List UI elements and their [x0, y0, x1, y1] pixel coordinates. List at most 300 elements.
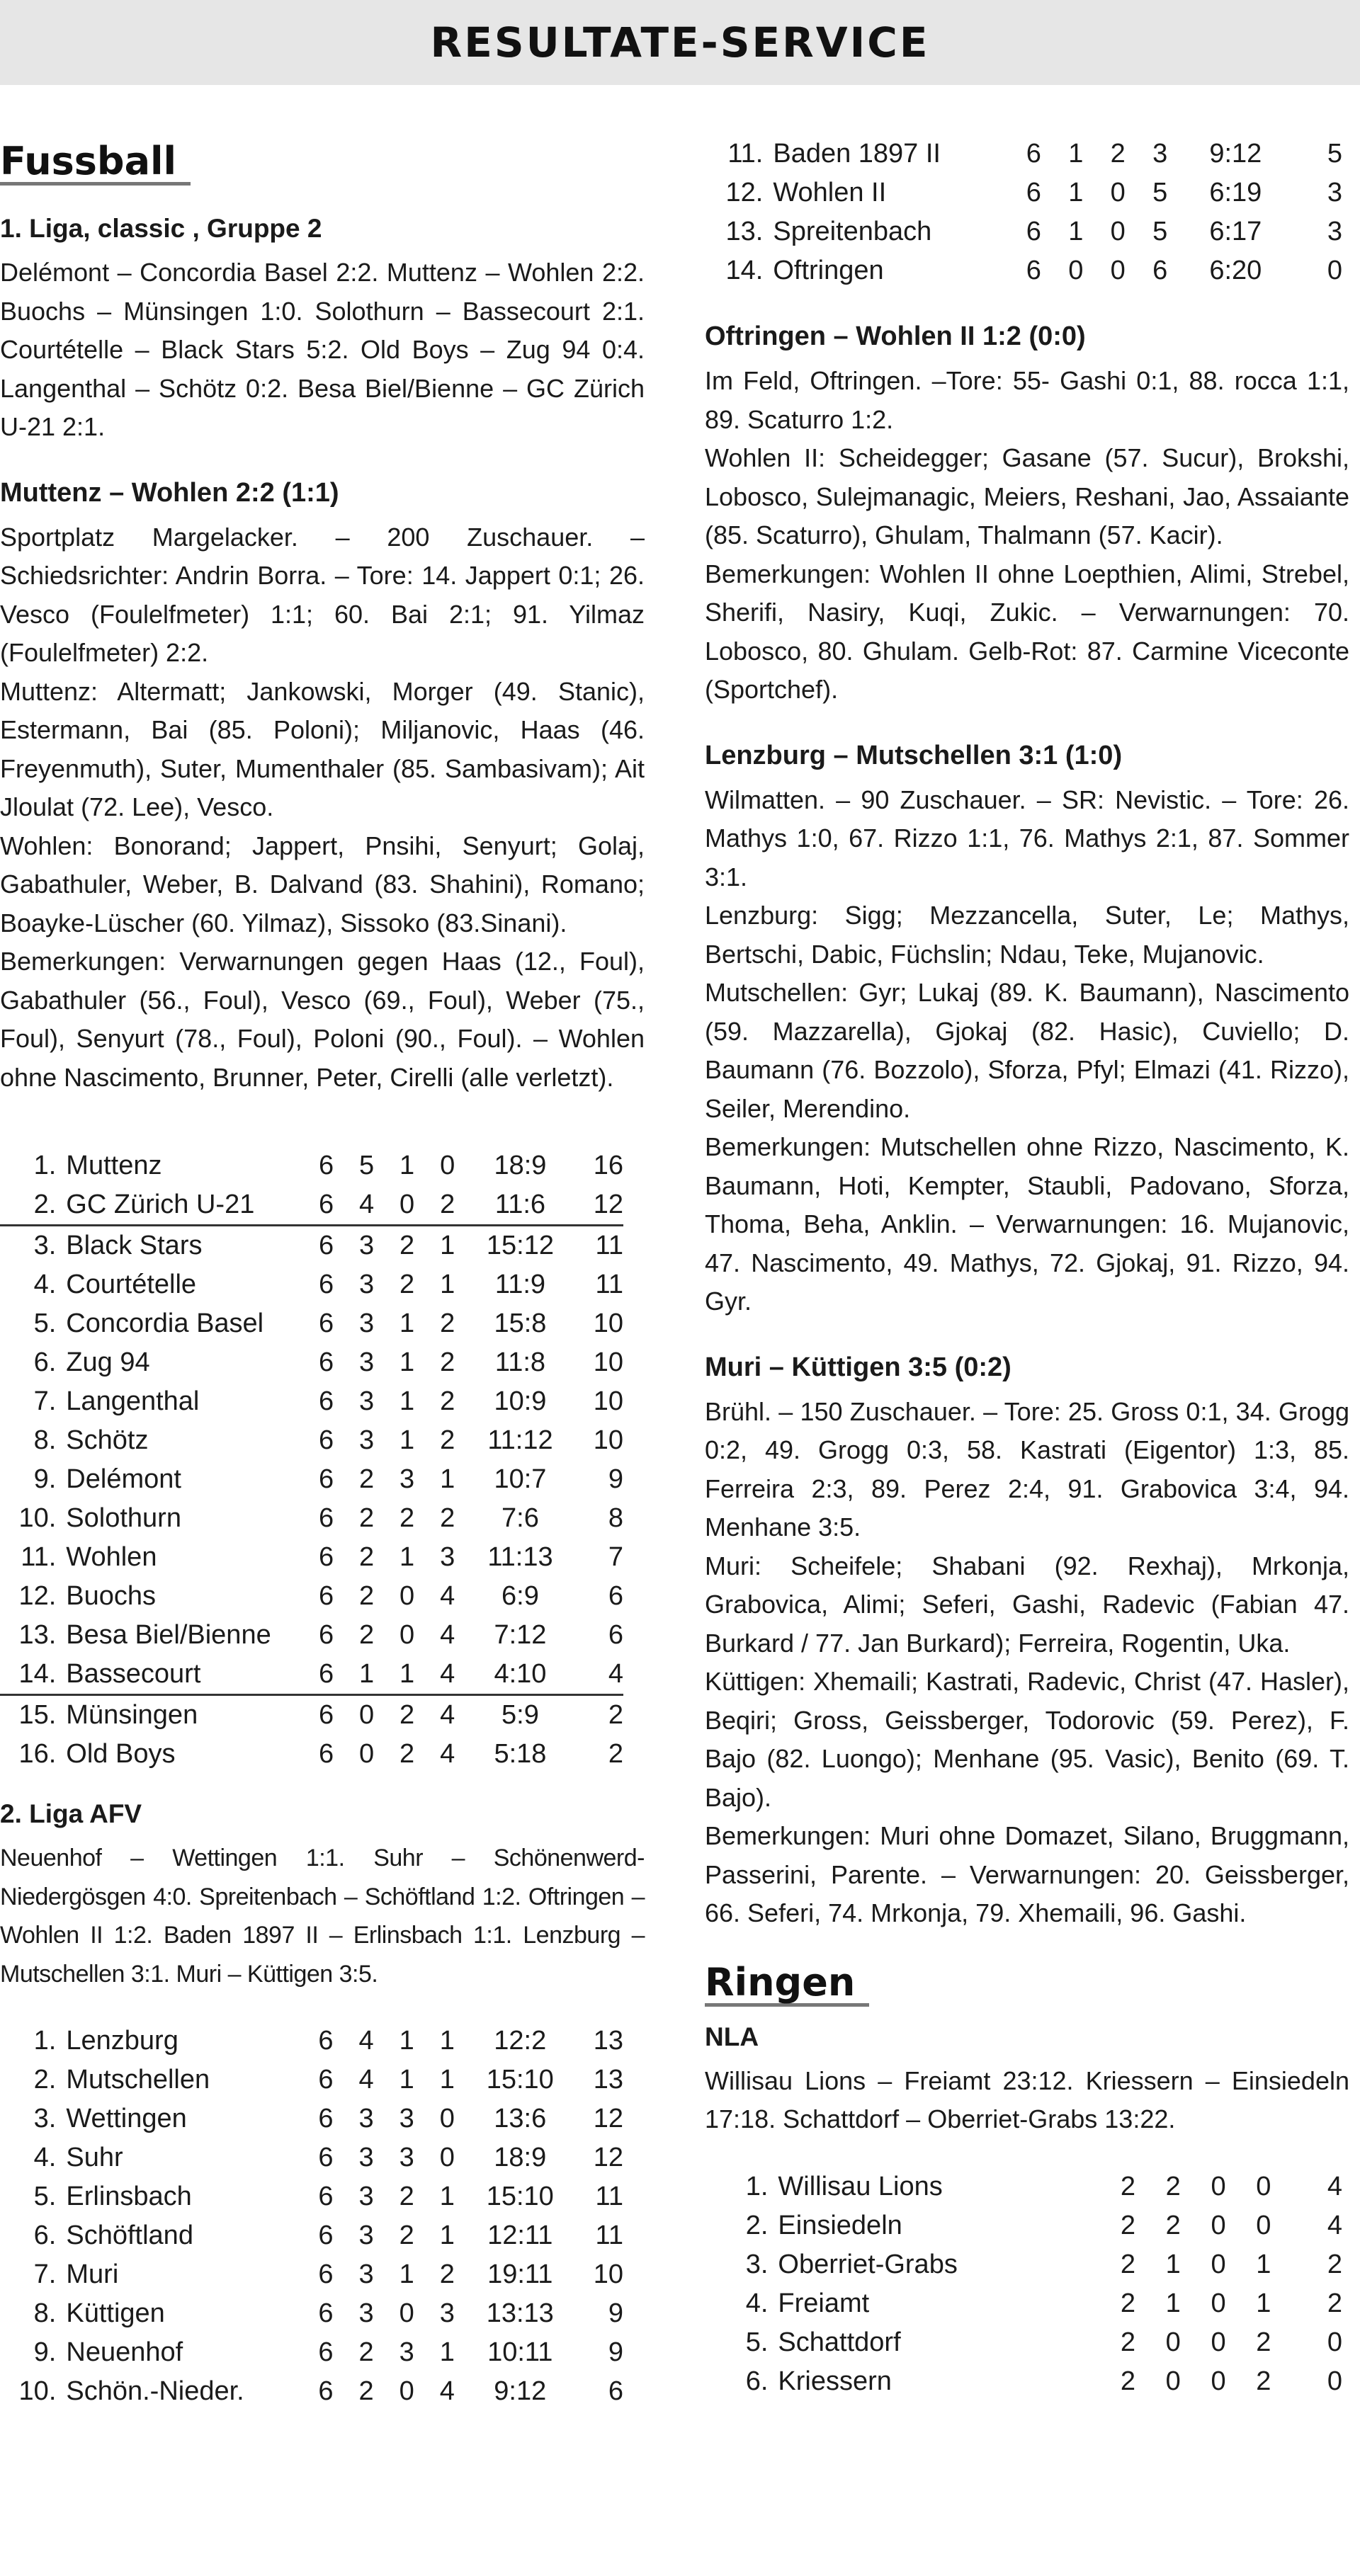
draws-cell: 0: [399, 2298, 414, 2329]
wins-cell: 0: [358, 1700, 375, 1731]
points-cell: 12: [593, 2104, 623, 2134]
goals-cell: 15:10: [486, 2065, 554, 2095]
page-header: [0, 0, 1360, 85]
draws-cell: 3: [400, 1464, 415, 1495]
wins-cell: 0: [358, 1739, 375, 1769]
games-cell: 2: [1120, 2327, 1135, 2357]
points-cell: 9: [608, 2337, 623, 2368]
left-column: [0, 127, 645, 2437]
report-paragraph: Muri: Scheifele; Shabani (92. Rexhaj), Mrkonja, Grabovica, Alimi; Seferi, Gashi, Radevic (Fabian 47. Burkard / 77. Jan Burkard); Ferreira, Rogentin, Uka.: [705, 1551, 1349, 1658]
points-cell: 11: [595, 2182, 623, 2212]
table-row: [0, 2138, 623, 2177]
games-cell: 6: [318, 1386, 334, 1417]
wins-cell: 1: [346, 1655, 387, 1695]
points-cell: 6: [608, 1581, 623, 1612]
table-row: [0, 1695, 623, 1736]
draws-cell: 2: [400, 1503, 415, 1534]
games-cell: 6: [318, 2221, 334, 2251]
draws-cell: 2: [399, 2221, 414, 2251]
losses-cell: 4: [427, 1655, 468, 1695]
games-cell: 6: [318, 1542, 334, 1573]
report-paragraph: Brühl. – 150 Zuschauer. – Tore: 25. Gross 0:1, 34. Grogg 0:2, 49. Grogg 0:3, 58. Kastrati (Eigentor) 1:3, 85. Ferreira 2:3, 89. Perez 2:4, 91. Grabovica 3:4, 94. Menhane 3:5.: [705, 1396, 1349, 1541]
goals-cell: 12:2: [494, 2026, 547, 2056]
liga2-results: Neuenhof – Wettingen 1:1. Suhr – Schönenwerd-Niedergösgen 4:0. Spreitenbach – Schöftland 1:2. Oftringen – Wohlen II 1:2. Baden 1897 II – Erlinsbach 1:1. Lenzburg – Mutschellen 3:1. Muri – Küttigen 3:5.: [0, 1845, 645, 1988]
draws-cell: 0: [399, 2376, 414, 2407]
wins-cell: 3: [358, 1347, 375, 1378]
wins-cell: 1: [1068, 178, 1084, 207]
points-cell: 4: [1327, 2210, 1342, 2240]
rank-cell: 6.: [745, 2366, 769, 2396]
goals-cell: 11:6: [468, 1185, 573, 1226]
team-cell: Buochs: [66, 1581, 157, 1612]
losses-cell: 2: [439, 2259, 455, 2290]
goals-cell: 6:19: [1209, 178, 1262, 207]
game-title-muttenz: Muttenz – Wohlen 2:2 (1:1): [0, 477, 339, 508]
game-report-muri: [705, 1393, 1349, 1933]
losses-cell: 1: [439, 2182, 455, 2212]
table-row: [0, 1616, 623, 1655]
team-cell: Delémont: [66, 1464, 181, 1495]
rank-cell: 13.: [18, 1620, 57, 1651]
draws-cell: 0: [387, 1185, 427, 1226]
points-cell: 2: [1327, 2288, 1342, 2318]
goals-cell: 10:9: [494, 1386, 547, 1417]
draws-cell: 1: [400, 1386, 415, 1417]
rank-cell: 4.: [33, 2143, 57, 2173]
report-paragraph: Bemerkungen: Wohlen II ohne Loepthien, Alimi, Strebel, Sherifi, Nasiry, Kuqi, Zukic. – Verwarnungen: 70. Lobosco, 80. Ghulam. Gelb-Rot: 87. Carmine Viceconte (Sportchef).: [705, 559, 1349, 704]
goals-cell: 11:8: [494, 1347, 546, 1378]
rank-cell: 3.: [33, 1231, 57, 1261]
wins-cell: 1: [1165, 2288, 1181, 2318]
wins-cell: 3: [358, 1386, 375, 1417]
table-row: [0, 2177, 623, 2216]
table-row: [0, 2216, 623, 2255]
table-row: [705, 212, 1342, 251]
rank-cell: 7.: [33, 1386, 57, 1417]
goals-cell: 4:10: [468, 1655, 573, 1695]
report-paragraph: Wohlen: Bonorand; Jappert, Pnsihi, Senyurt; Golaj, Gabathuler, Weber, B. Dalvand (83. Shahini), Romano; Boayke-Lüscher (60. Yilmaz), Sissoko (83.Sinani).: [0, 831, 645, 937]
losses-cell: 1: [439, 2221, 455, 2251]
team-cell: Concordia Basel: [66, 1309, 264, 1339]
losses-cell: 4: [440, 1739, 455, 1769]
wins-cell: 2: [1165, 2171, 1181, 2201]
losses-cell: 2: [440, 1347, 455, 1378]
rank-cell: 6.: [33, 2221, 57, 2251]
team-cell: Spreitenbach: [773, 217, 932, 246]
standings-table-liga2-continued: [705, 135, 1342, 290]
rank-cell: 1.: [33, 2026, 57, 2056]
wins-cell: 3: [358, 2104, 374, 2134]
points-cell: 13: [593, 2065, 623, 2095]
report-paragraph: Bemerkungen: Muri ohne Domazet, Silano, Bruggmann, Passerini, Parente. – Verwarnungen: 20. Geissberger, 66. Seferi, 74. Mrkonja, 79. Xhemaili, 96. Gashi.: [705, 1821, 1349, 1927]
wins-cell: 3: [358, 1309, 375, 1339]
rank-cell: 1.: [745, 2171, 769, 2201]
liga1-results: Delémont – Concordia Basel 2:2. Muttenz – Wohlen 2:2. Buochs – Münsingen 1:0. Solothurn – Bassecourt 2:1. Courtételle – Black Stars 5:2. Old Boys – Zug 94 0:4. Langenthal – Schötz 0:2. Besa Biel/Bienne – GC Zürich U-21 2:1.: [0, 258, 645, 442]
points-cell: 10: [593, 1347, 623, 1378]
points-cell: 2: [1327, 2249, 1342, 2279]
wins-cell: 1: [1165, 2249, 1181, 2279]
rank-cell: 14.: [725, 256, 764, 285]
rank-cell: 5.: [33, 2182, 57, 2212]
report-paragraph: Bemerkungen: Verwarnungen gegen Haas (12., Foul), Gabathuler (56., Foul), Vesco (69., Foul), Weber (75., Foul), Senyurt (78., Foul), Poloni (90., Foul). – Wohlen ohne Nascimento, Brunner, Peter, Cirelli (alle verletzt).: [0, 947, 645, 1092]
wins-cell: 1: [1068, 217, 1084, 246]
standings-table-liga2: [0, 2022, 623, 2411]
rank-cell: 6.: [33, 1347, 57, 1378]
games-cell: 6: [318, 1620, 334, 1651]
team-cell: Neuenhof: [66, 2337, 183, 2368]
report-paragraph: Lenzburg: Sigg; Mezzancella, Suter, Le; Mathys, Bertschi, Dabic, Füchslin; Ndau, Teke, Mujanovic.: [705, 901, 1349, 969]
wins-cell: 3: [358, 2221, 374, 2251]
wins-cell: 5: [358, 1151, 375, 1181]
team-cell: Zug 94: [66, 1347, 150, 1378]
goals-cell: 13:13: [486, 2298, 554, 2329]
draws-cell: 0: [1110, 256, 1126, 285]
points-cell: 9: [608, 1464, 623, 1495]
goals-cell: 12:11: [487, 2221, 553, 2251]
table-row: [705, 135, 1342, 173]
team-cell: Old Boys: [66, 1739, 176, 1769]
wins-cell: 1: [1068, 139, 1084, 169]
goals-cell: 9:12: [1209, 139, 1262, 169]
points-cell: 16: [593, 1151, 623, 1181]
losses-cell: 1: [439, 2337, 455, 2368]
team-cell: Lenzburg: [66, 2026, 178, 2056]
report-paragraph: Muttenz: Altermatt; Jankowski, Morger (49. Stanic), Estermann, Bai (85. Poloni); Miljanovic, Haas (46. Freyenmuth), Suter, Mumenthaler (85. Sambasivam); Ait Jloulat (72. Lee), Vesco.: [0, 676, 645, 822]
games-cell: 6: [318, 2182, 334, 2212]
team-cell: Solothurn: [66, 1503, 181, 1534]
draws-cell: 0: [1211, 2249, 1226, 2279]
goals-cell: 6:17: [1209, 217, 1262, 246]
table-row: [0, 1577, 623, 1616]
report-paragraph: Bemerkungen: Mutschellen ohne Rizzo, Nascimento, K. Baumann, Hoti, Kempter, Staubli, Padovano, Sforza, Thoma, Beha, Anklin. – Verwarnungen: 16. Mujanovic, 47. Nascimento, 49. Mathys, 72. Gjokaj, 91. Rizzo, 94. Gyr.: [705, 1132, 1349, 1316]
rank-cell: 15.: [18, 1700, 57, 1731]
draws-cell: 2: [399, 2182, 414, 2212]
game-title-oftringen: Oftringen – Wohlen II 1:2 (0:0): [705, 321, 1086, 351]
goals-cell: 5:18: [494, 1739, 547, 1769]
wins-cell: 2: [358, 2376, 374, 2407]
draws-cell: 3: [399, 2337, 414, 2368]
losses-cell: 3: [440, 1542, 455, 1573]
losses-cell: 2: [440, 1425, 455, 1456]
team-cell: Münsingen: [66, 1700, 198, 1731]
losses-cell: 1: [1256, 2249, 1271, 2279]
losses-cell: 0: [439, 2143, 455, 2173]
table-row: [0, 1265, 623, 1304]
draws-cell: 0: [400, 1620, 415, 1651]
points-cell: 12: [593, 2143, 623, 2173]
draws-cell: 1: [399, 2026, 414, 2056]
goals-cell: 10:11: [487, 2337, 553, 2368]
losses-cell: 2: [440, 1309, 455, 1339]
draws-cell: 1: [400, 1347, 415, 1378]
games-cell: 6: [318, 1739, 334, 1769]
wins-cell: 2: [358, 1620, 375, 1651]
losses-cell: 0: [440, 1151, 455, 1181]
games-cell: 6: [318, 1309, 334, 1339]
points-cell: 5: [1327, 139, 1342, 169]
team-cell: Wettingen: [66, 2104, 187, 2134]
games-cell: 6: [318, 1347, 334, 1378]
draws-cell: 1: [387, 1655, 427, 1695]
table-row: [0, 2099, 623, 2138]
right-column: [705, 135, 1349, 2427]
table-row: [0, 2022, 623, 2061]
table-row: [705, 251, 1342, 290]
games-cell: 6: [306, 1655, 346, 1695]
points-cell: 4: [1327, 2171, 1342, 2201]
team-cell: Bassecourt: [66, 1655, 306, 1695]
wins-cell: 4: [346, 1185, 387, 1226]
goals-cell: 11:12: [487, 1425, 553, 1456]
games-cell: 6: [1026, 178, 1041, 207]
goals-cell: 18:9: [494, 1151, 547, 1181]
draws-cell: 0: [1211, 2366, 1226, 2396]
team-cell: Oberriet-Grabs: [778, 2249, 958, 2279]
losses-cell: 5: [1152, 217, 1168, 246]
games-cell: 6: [318, 1231, 334, 1261]
losses-cell: 0: [1256, 2171, 1271, 2201]
points-cell: 13: [593, 2026, 623, 2056]
team-cell: Suhr: [66, 2143, 123, 2173]
games-cell: 6: [318, 2143, 334, 2173]
goals-cell: 13:6: [494, 2104, 547, 2134]
team-cell: Freiamt: [778, 2288, 870, 2318]
wins-cell: 3: [358, 1231, 375, 1261]
losses-cell: 2: [440, 1386, 455, 1417]
points-cell: 12: [573, 1185, 623, 1226]
goals-cell: 15:8: [494, 1309, 547, 1339]
table-row: [0, 2255, 623, 2294]
team-cell: Schön.-Nieder.: [66, 2376, 244, 2407]
wins-cell: 2: [358, 1542, 375, 1573]
section-title-fussball: Fussball: [0, 140, 191, 186]
team-cell: GC Zürich U-21: [66, 1185, 306, 1226]
wins-cell: 3: [358, 2182, 374, 2212]
rank-cell: 5.: [33, 1309, 57, 1339]
wins-cell: 0: [1165, 2366, 1181, 2396]
games-cell: 6: [306, 1185, 346, 1226]
report-paragraph: Sportplatz Margelacker. – 200 Zuschauer. – Schiedsrichter: Andrin Borra. – Tore: 14. Jappert 0:1; 26. Vesco (Foulelfmeter) 1:1; 60. Bai 2:1; 91. Yilmaz (Foulelfmeter) 2:2.: [0, 522, 645, 668]
report-paragraph: Wilmatten. – 90 Zuschauer. – SR: Nevistic. – Tore: 26. Mathys 1:0, 67. Rizzo 1:1, 76. Mathys 2:1, 87. Sommer 3:1.: [705, 785, 1349, 891]
table-row: [0, 1382, 623, 1421]
table-row: [705, 2323, 1342, 2362]
points-cell: 10: [593, 1309, 623, 1339]
points-cell: 7: [608, 1542, 623, 1573]
rank-cell: 13.: [725, 217, 764, 246]
goals-cell: 11:13: [487, 1542, 553, 1573]
rank-cell: 10.: [18, 2376, 57, 2407]
wins-cell: 2: [358, 1503, 375, 1534]
report-paragraph: Im Feld, Oftringen. –Tore: 55- Gashi 0:1, 88. rocca 1:1, 89. Scaturro 1:2.: [705, 366, 1349, 434]
losses-cell: 5: [1152, 178, 1168, 207]
games-cell: 6: [318, 1464, 334, 1495]
games-cell: 6: [318, 2376, 334, 2407]
rank-cell: 3.: [33, 2104, 57, 2134]
games-cell: 6: [1026, 256, 1041, 285]
rank-cell: 11.: [21, 1542, 57, 1573]
rank-cell: 11.: [727, 139, 764, 169]
draws-cell: 1: [400, 1309, 415, 1339]
team-cell: Baden 1897 II: [773, 139, 941, 169]
table-row: [0, 2372, 623, 2411]
game-title-lenzburg: Lenzburg – Mutschellen 3:1 (1:0): [705, 740, 1123, 770]
draws-cell: 3: [399, 2104, 414, 2134]
wins-cell: 2: [1165, 2210, 1181, 2240]
page-title: RESULTATE-SERVICE: [430, 18, 930, 67]
games-cell: 2: [1120, 2288, 1135, 2318]
rank-cell: 2.: [33, 2065, 57, 2095]
rank-cell: 9.: [33, 2337, 57, 2368]
losses-cell: 6: [1152, 256, 1168, 285]
team-cell: Muri: [66, 2259, 119, 2290]
games-cell: 6: [318, 1581, 334, 1612]
games-cell: 2: [1120, 2366, 1135, 2396]
draws-cell: 0: [1110, 217, 1126, 246]
points-cell: 10: [593, 1386, 623, 1417]
rank-cell: 12.: [18, 1581, 57, 1612]
losses-cell: 4: [440, 1581, 455, 1612]
draws-cell: 1: [400, 1151, 415, 1181]
games-cell: 6: [318, 1700, 334, 1731]
games-cell: 6: [318, 1425, 334, 1456]
draws-cell: 0: [1211, 2171, 1226, 2201]
team-cell: Erlinsbach: [66, 2182, 192, 2212]
losses-cell: 1: [440, 1231, 455, 1261]
rank-cell: 5.: [745, 2327, 769, 2357]
games-cell: 6: [318, 2298, 334, 2329]
game-title-muri: Muri – Küttigen 3:5 (0:2): [705, 1352, 1012, 1382]
goals-cell: 19:11: [487, 2259, 553, 2290]
losses-cell: 3: [1152, 139, 1168, 169]
rank-cell: 4.: [33, 1270, 57, 1300]
team-cell: Black Stars: [66, 1231, 203, 1261]
draws-cell: 2: [400, 1739, 415, 1769]
games-cell: 6: [1026, 217, 1041, 246]
liga2-title: 2. Liga AFV: [0, 1799, 142, 1829]
team-cell: Wohlen: [66, 1542, 157, 1573]
games-cell: 6: [318, 1151, 334, 1181]
rank-cell: 12.: [725, 178, 764, 207]
losses-cell: 2: [440, 1503, 455, 1534]
draws-cell: 1: [400, 1425, 415, 1456]
points-cell: 10: [593, 2259, 623, 2290]
goals-cell: 7:6: [502, 1503, 539, 1534]
goals-cell: 9:12: [494, 2376, 547, 2407]
team-cell: Oftringen: [773, 256, 884, 285]
team-cell: Kriessern: [778, 2366, 892, 2396]
draws-cell: 2: [1110, 139, 1126, 169]
wins-cell: 4: [358, 2026, 374, 2056]
games-cell: 6: [318, 2065, 334, 2095]
games-cell: 6: [318, 1503, 334, 1534]
games-cell: 6: [318, 2104, 334, 2134]
wins-cell: 2: [358, 1581, 375, 1612]
table-row: [705, 173, 1342, 212]
games-cell: 2: [1120, 2249, 1135, 2279]
draws-cell: 0: [1211, 2288, 1226, 2318]
table-row: [705, 2206, 1342, 2245]
losses-cell: 1: [440, 1464, 455, 1495]
points-cell: 11: [595, 1231, 623, 1261]
points-cell: 2: [608, 1700, 623, 1731]
table-row: [0, 2294, 623, 2333]
table-row: [0, 1421, 623, 1460]
report-paragraph: Wohlen II: Scheidegger; Gasane (57. Sucur), Brokshi, Lobosco, Sulejmanagic, Meiers, Reshani, Jao, Assaiante (85. Scaturro), Ghulam, Thalmann (57. Kacir).: [705, 443, 1349, 549]
losses-cell: 1: [1256, 2288, 1271, 2318]
wins-cell: 3: [358, 1270, 375, 1300]
team-cell: Muttenz: [66, 1151, 162, 1181]
rank-cell: 2.: [0, 1185, 66, 1226]
team-cell: Langenthal: [66, 1386, 200, 1417]
table-row: [0, 1185, 623, 1226]
team-cell: Schöftland: [66, 2221, 193, 2251]
table-row: [705, 2284, 1342, 2323]
team-cell: Schattdorf: [778, 2327, 901, 2357]
team-cell: Einsiedeln: [778, 2210, 902, 2240]
rank-cell: 2.: [745, 2210, 769, 2240]
report-paragraph: Küttigen: Xhemaili; Kastrati, Radevic, Christ (47. Hasler), Beqiri; Gross, Geissberger, Todorovic (59. Perez), F. Bajo (82. Luongo); Menhane (95. Vasic), Benito (69. T. Bajo).: [705, 1667, 1349, 1812]
losses-cell: 1: [440, 1270, 455, 1300]
game-report-lenzburg: [705, 781, 1349, 1321]
wins-cell: 2: [358, 2337, 374, 2368]
goals-cell: 6:9: [502, 1581, 539, 1612]
goals-cell: 5:9: [502, 1700, 539, 1731]
team-cell: Besa Biel/Bienne: [66, 1620, 271, 1651]
table-row: [0, 1735, 623, 1774]
draws-cell: 1: [399, 2259, 414, 2290]
games-cell: 6: [318, 1270, 334, 1300]
wins-cell: 2: [358, 1464, 375, 1495]
goals-cell: 6:20: [1209, 256, 1262, 285]
standings-table-liga1: [0, 1146, 623, 1774]
wins-cell: 0: [1068, 256, 1084, 285]
goals-cell: 7:12: [494, 1620, 547, 1651]
rank-cell: 16.: [18, 1739, 57, 1769]
points-cell: 11: [595, 1270, 623, 1300]
points-cell: 0: [1327, 2327, 1342, 2357]
points-cell: 3: [1327, 178, 1342, 207]
team-cell: Wohlen II: [773, 178, 887, 207]
wins-cell: 3: [358, 2259, 374, 2290]
table-row: [705, 2362, 1342, 2401]
draws-cell: 2: [400, 1231, 415, 1261]
games-cell: 6: [1026, 139, 1041, 169]
losses-cell: 3: [439, 2298, 455, 2329]
goals-cell: 15:12: [486, 1231, 554, 1261]
points-cell: 0: [1327, 256, 1342, 285]
draws-cell: 2: [400, 1700, 415, 1731]
ringen-results: Willisau Lions – Freiamt 23:12. Kriessern – Einsiedeln 17:18. Schattdorf – Oberriet-Grabs 13:22.: [705, 2065, 1349, 2134]
draws-cell: 3: [399, 2143, 414, 2173]
nla-title: NLA: [705, 2022, 759, 2051]
game-report-oftringen: [705, 362, 1349, 709]
wins-cell: 3: [358, 2298, 374, 2329]
losses-cell: 0: [439, 2104, 455, 2134]
draws-cell: 0: [400, 1581, 415, 1612]
games-cell: 2: [1120, 2210, 1135, 2240]
rank-cell: 10.: [18, 1503, 57, 1534]
table-row: [0, 1226, 623, 1266]
goals-cell: 10:7: [494, 1464, 547, 1495]
rank-cell: 8.: [33, 1425, 57, 1456]
losses-cell: 4: [440, 1700, 455, 1731]
points-cell: 10: [593, 1425, 623, 1456]
games-cell: 6: [318, 2337, 334, 2368]
team-cell: Courtételle: [66, 1270, 197, 1300]
section-title-ringen: Ringen: [705, 1961, 869, 2007]
table-row: [0, 1538, 623, 1577]
wins-cell: 0: [1165, 2327, 1181, 2357]
